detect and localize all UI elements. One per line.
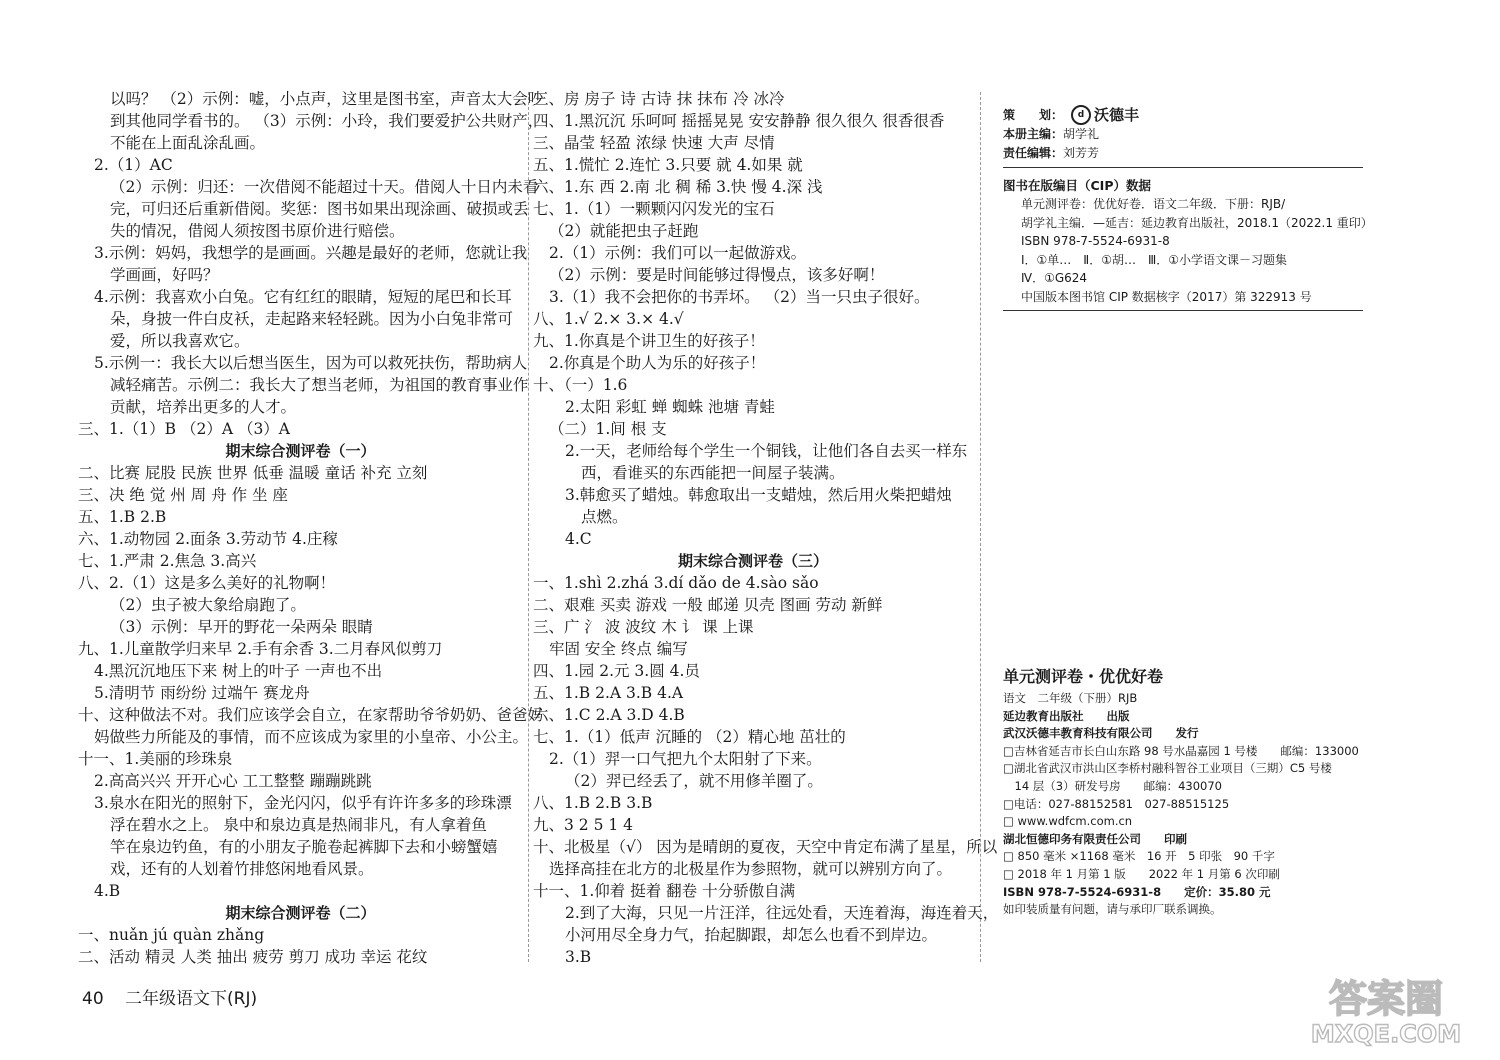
answer-line: 3.泉水在阳光的照射下，金光闪闪，似乎有许许多多的珍珠漂 [94,794,512,812]
publication-line: 14 层（3）研发号房 邮编：430070 [1003,778,1223,793]
watermark [1296,970,1476,1048]
answer-line: 2.高高兴兴 开开心心 工工整整 蹦蹦跳跳 [94,772,372,790]
answer-line: 3.韩愈买了蜡烛。韩愈取出一支蜡烛，然后用火柴把蜡烛 [565,486,952,504]
answer-line: 八、2.（1）这是多么美好的礼物啊！ [78,574,336,592]
cip-block [1003,195,1373,306]
answer-line: 3.示例：妈妈，我想学的是画画。兴趣是最好的老师，您就让我 [94,244,528,262]
publication-line: 武汉沃德丰教育科技有限公司 发行 [1003,726,1199,741]
answer-line: （2）示例：要是时间能够过得慢点，该多好啊！ [549,266,885,284]
answer-line: 一、nuǎn jú quàn zhǎng [78,926,265,944]
answer-line: 2.（1）示例：我们可以一起做游戏。 [549,244,807,262]
answer-line: 失的情况，借阅人须按图书原价进行赔偿。 [110,222,405,240]
answer-line: 4.示例：我喜欢小白兔。它有红红的眼睛，短短的尾巴和长耳 [94,288,512,306]
answer-line: 八、1.B 2.B 3.B [533,794,653,812]
answer-line: 减轻痛苦。示例二：我长大了想当老师，为祖国的教育事业作 [110,376,529,394]
answer-line: 学画画，好吗？ [110,266,219,284]
answer-line: 5.示例一：我长大以后想当医生，因为可以救死扶伤，帮助病人 [94,354,528,372]
answer-line: 完，可归还后重新借阅。奖惩：图书如果出现涂画、破损或丢 [110,200,529,218]
watermark-bottom: MXQE.COM [1310,1020,1462,1048]
answer-line: 以吗？ （2）示例：嘘，小点声，这里是图书室，声音太大会吵 [110,90,544,108]
publication-line: □湖北省武汉市洪山区李桥村融科智谷工业项目（三期）C5 号楼 [1003,761,1332,776]
answer-column-left [78,88,544,968]
answer-line: 竿在泉边钓鱼，有的小朋友子脆卷起裤脚下去和小螃蟹嬉 [110,838,498,856]
rule-line [1003,310,1363,311]
answer-line: （2）虫子被大象给扇跑了。 [110,596,306,614]
answer-line: 五、1.B 2.A 3.B 4.A [533,684,684,702]
logo-mark-icon: d [1071,105,1091,125]
answer-line: 六、1.C 2.A 3.D 4.B [533,706,685,724]
publication-line: ISBN 978-7-5524-6931-8 定价：35.80 元 [1003,884,1271,899]
book-title: 二年级语文下(RJ) [125,989,258,1009]
cip-line: Ⅳ．①G624 [1021,271,1088,285]
responsible-editor-value: 刘芳芳 [1063,146,1100,160]
answer-line: 4.黑沉沉地压下来 树上的叶子 一声也不出 [94,662,383,680]
rule-line [1003,167,1363,168]
answer-line: 三、1.（1）B （2）A （3）A [78,420,291,438]
answer-line: （二）1.间 根 支 [549,420,667,438]
chief-editor-label: 本册主编： [1003,127,1064,141]
planner-label: 策 划： [1003,108,1064,122]
answer-line: 2.（1）羿一口气把九个太阳射了下来。 [549,750,822,768]
answer-line: 四、1.园 2.元 3.圆 4.员 [533,662,700,680]
answer-line: 三、决 绝 觉 州 周 舟 作 坐 座 [78,486,288,504]
publication-info [1003,664,1371,919]
publication-line: 延边教育出版社 出版 [1003,708,1130,723]
answer-line: 三、晶莹 轻盈 浓绿 快速 大声 尽情 [533,134,775,152]
answer-line: 到其他同学看书的。 （3）示例：小玲，我们要爱护公共财产， [110,112,544,130]
publication-line: □ www.wdfcm.com.cn [1003,814,1133,829]
cip-line: 中国版本图书馆 CIP 数据核字（2017）第 322913 号 [1021,289,1312,304]
answer-line: 七、1.（1）低声 沉睡的 （2）精心地 茁壮的 [533,728,846,746]
answer-line: 二、艰难 买卖 游戏 一般 邮递 贝壳 图画 劳动 新鲜 [533,596,883,614]
answer-line: 不能在上面乱涂乱画。 [110,134,266,152]
answer-line: 小河用尽全身力气，抬起脚跟，却怎么也看不到岸边。 [565,926,938,944]
answer-line: 十一、1.仰着 挺着 翻卷 十分骄傲自满 [533,882,796,900]
chief-editor-row [1003,125,1363,144]
publication-line: □电话：027-88152581 027-88515125 [1003,796,1230,811]
publication-line: 湖北恒德印务有限责任公司 印刷 [1003,831,1187,846]
publication-title: 单元测评卷・优优好卷 [1003,667,1164,686]
publication-line: 语文 二年级（下册）RJB [1003,691,1138,705]
answer-line: 2.（1）AC [94,156,173,174]
publication-line: □ 850 毫米 ×1168 毫米 16 开 5 印张 90 千字 [1003,849,1275,864]
section-title: 期末综合测评卷（一） [225,442,376,460]
answer-line: 浮在碧水之上。 泉中和泉边真是热闹非凡，有人拿着鱼 [110,816,487,834]
answer-line: 十、（一）1.6 [533,376,628,394]
answer-line: 戏，还有的人划着竹排悠闲地看风景。 [110,860,374,878]
cip-line: 胡学礼主编．—延吉：延边教育出版社，2018.1（2022.1 重印） [1021,215,1373,230]
answer-line: 4.B [94,882,121,900]
publisher-logo [1071,104,1139,125]
cip-line: 单元测评卷：优优好卷．语文二年级．下册：RJB/ [1021,197,1286,211]
answer-line: （2）示例：归还：一次借阅不能超过十天。借阅人十日内未看 [110,178,539,196]
publication-line: 如印装质量有问题，请与承印厂联系调换。 [1003,902,1222,917]
answer-line: （2）羿已经丢了，就不用修羊圈了。 [565,772,823,790]
answer-line: 一、1.shì 2.zhá 3.dí dǎo de 4.sào sǎo [533,574,819,592]
column-divider [528,92,529,962]
chief-editor-value: 胡学礼 [1063,127,1100,141]
answer-line: 五、1.B 2.B [78,508,167,526]
column-divider [980,92,981,962]
answer-line: 爱，所以我喜欢它。 [110,332,250,350]
cip-line: Ⅰ．①单… Ⅱ．①胡… Ⅲ．①小学语文课－习题集 [1021,252,1287,267]
publication-line: □吉林省延吉市长白山东路 98 号水晶嘉园 1 号楼 邮编：133000 [1003,743,1359,758]
answer-line: 3.B [565,948,592,966]
answer-line: 牢固 安全 终点 编写 [549,640,688,658]
copyright-panel [1003,104,1373,311]
answer-line: 五、1.慌忙 2.连忙 3.只要 就 4.如果 就 [533,156,803,174]
answer-line: 二、比赛 屁股 民族 世界 低垂 温暖 童话 补充 立刻 [78,464,428,482]
answer-line: 九、3 2 5 1 4 [533,816,634,834]
cip-line: ISBN 978-7-5524-6931-8 [1021,234,1170,248]
answer-line: 三、房 房子 诗 古诗 抹 抹布 冷 冰冷 [533,90,785,108]
answer-line: 2.到了大海，只见一片汪洋，往远处看，天连着海，海连着天， [565,904,999,922]
answer-line: 六、1.东 西 2.南 北 稠 稀 3.快 慢 4.深 浅 [533,178,823,196]
answer-line: 点燃。 [581,508,628,526]
answer-line: 四、1.黑沉沉 乐呵呵 摇摇晃晃 安安静静 很久很久 很香很香 [533,112,945,130]
publication-line: □ 2018 年 1 月第 1 版 2022 年 1 月第 6 次印刷 [1003,866,1280,881]
answer-line: 贡献，培养出更多的人才。 [110,398,297,416]
answer-line: 七、1.严肃 2.焦急 3.高兴 [78,552,257,570]
answer-line: （3）示例：早开的野花一朵两朵 眼睛 [110,618,373,636]
cip-title: 图书在版编目（CIP）数据 [1003,178,1151,193]
answer-line: 选择高挂在北方的北极星作为参照物，就可以辨别方向了。 [549,860,953,878]
answer-line: 2.你真是个助人为乐的好孩子！ [549,354,766,372]
answer-line: 十一、1.美丽的珍珠泉 [78,750,233,768]
answer-line: 妈做些力所能及的事情，而不应该成为家里的小皇帝、小公主。 [94,728,529,746]
answer-line: 西，看谁买的东西能把一间屋子装满。 [581,464,845,482]
page-number: 40 [82,989,104,1009]
answer-line: 4.C [565,530,592,548]
answer-line: 5.清明节 雨纷纷 过端午 赛龙舟 [94,684,310,702]
answer-line: 九、1.儿童散学归来早 2.手有余香 3.二月春风似剪刀 [78,640,443,658]
logo-text: 沃德丰 [1094,106,1140,124]
answer-line: 十、北极星（√） 因为是晴朗的夏夜，天空中肯定布满了星星，所以 [533,838,998,856]
watermark-top: 答案圈 [1328,977,1444,1021]
answer-line: 朵，身披一件白皮袄，走起路来轻轻跳。因为小白兔非常可 [110,310,514,328]
answer-column-middle [533,88,999,968]
answer-line: 八、1.√ 2.× 3.× 4.√ [533,310,684,328]
answer-line: 六、1.动物园 2.面条 3.劳动节 4.庄稼 [78,530,338,548]
answer-line: 七、1.（1）一颗颗闪闪发光的宝石 [533,200,775,218]
responsible-editor-label: 责任编辑： [1003,146,1064,160]
section-title: 期末综合测评卷（二） [225,904,376,922]
answer-line: 九、1.你真是个讲卫生的好孩子！ [533,332,765,350]
answer-line: （2）就能把虫子赶跑 [549,222,699,240]
answer-line: 十、这种做法不对。我们应该学会自立，在家帮助爷爷奶奶、爸爸妈 [78,706,544,724]
answer-line: 二、活动 精灵 人类 抽出 疲劳 剪刀 成功 幸运 花纹 [78,948,428,966]
answer-line: 3.（1）我不会把你的书弄坏。 （2）当一只虫子很好。 [549,288,930,306]
section-title: 期末综合测评卷（三） [677,552,828,570]
answer-line: 2.一天，老师给每个学生一个铜钱，让他们各自去买一样东 [565,442,968,460]
planner-row [1003,104,1363,125]
publication-lines [1003,690,1371,919]
page-footer [82,984,257,1009]
responsible-editor-row [1003,144,1363,163]
answer-line: 三、广 氵 波 波纹 木 讠 课 上课 [533,618,754,636]
answer-line: 2.太阳 彩虹 蝉 蜘蛛 池塘 青蛙 [565,398,775,416]
